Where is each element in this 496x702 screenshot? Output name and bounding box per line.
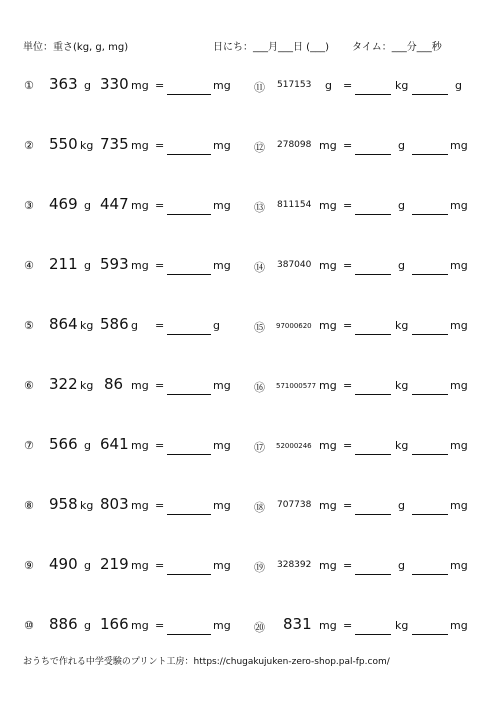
problem-number: ⑯ bbox=[254, 381, 265, 394]
value-b: 330 bbox=[100, 75, 129, 93]
equals-sign: = bbox=[343, 559, 353, 572]
equals-sign: = bbox=[155, 499, 165, 512]
answer-unit-2: mg bbox=[450, 559, 468, 572]
unit-b: mg bbox=[131, 259, 149, 272]
answer-unit: mg bbox=[213, 439, 231, 452]
value-b: 803 bbox=[100, 495, 129, 513]
value: 97000620 bbox=[276, 322, 312, 330]
unit-a: g bbox=[84, 259, 91, 272]
answer-unit-1: kg bbox=[395, 79, 409, 92]
problem-number: ⑳ bbox=[254, 621, 265, 634]
problem-number: ⑪ bbox=[254, 81, 265, 94]
answer-unit-2: mg bbox=[450, 259, 468, 272]
problem-number: ⑱ bbox=[254, 501, 265, 514]
answer-blank-1[interactable] bbox=[355, 634, 391, 635]
answer-unit: mg bbox=[213, 139, 231, 152]
value-unit: mg bbox=[319, 499, 337, 512]
problem-row bbox=[0, 132, 496, 162]
answer-unit-2: mg bbox=[450, 319, 468, 332]
answer-unit: mg bbox=[213, 79, 231, 92]
unit-a: g bbox=[84, 559, 91, 572]
answer-unit-1: kg bbox=[395, 439, 409, 452]
equals-sign: = bbox=[343, 439, 353, 452]
unit-b: mg bbox=[131, 199, 149, 212]
answer-blank-2[interactable] bbox=[412, 394, 448, 395]
value-unit: mg bbox=[319, 379, 337, 392]
answer-unit-1: kg bbox=[395, 619, 409, 632]
unit-b: mg bbox=[131, 139, 149, 152]
answer-blank[interactable] bbox=[167, 634, 211, 635]
answer-blank-1[interactable] bbox=[355, 154, 391, 155]
answer-unit-1: g bbox=[398, 139, 405, 152]
answer-blank-2[interactable] bbox=[412, 214, 448, 215]
value-a: 469 bbox=[49, 195, 78, 213]
value: 328392 bbox=[277, 560, 312, 570]
problem-number: ④ bbox=[24, 259, 34, 272]
equals-sign: = bbox=[155, 199, 165, 212]
answer-unit-2: g bbox=[455, 79, 462, 92]
answer-unit: mg bbox=[213, 559, 231, 572]
equals-sign: = bbox=[155, 79, 165, 92]
answer-blank-1[interactable] bbox=[355, 574, 391, 575]
problem-number: ① bbox=[24, 79, 34, 92]
value-b: 219 bbox=[100, 555, 129, 573]
unit-a: kg bbox=[80, 379, 94, 392]
answer-blank-2[interactable] bbox=[412, 334, 448, 335]
answer-blank-2[interactable] bbox=[412, 454, 448, 455]
problem-number: ⑭ bbox=[254, 261, 265, 274]
answer-blank-2[interactable] bbox=[412, 634, 448, 635]
answer-unit: mg bbox=[213, 379, 231, 392]
answer-unit-1: g bbox=[398, 499, 405, 512]
equals-sign: = bbox=[343, 79, 353, 92]
answer-unit-1: kg bbox=[395, 319, 409, 332]
problem-row bbox=[0, 612, 496, 642]
problem-number: ⑨ bbox=[24, 559, 34, 572]
value-unit: mg bbox=[319, 439, 337, 452]
value-a: 958 bbox=[49, 495, 78, 513]
problem-row bbox=[0, 312, 496, 342]
equals-sign: = bbox=[343, 379, 353, 392]
footer-text: おうちで作れる中学受験のプリント工房：https://chugakujuken-zero-shop.pal-fp.com/ bbox=[23, 657, 390, 667]
answer-unit: g bbox=[213, 319, 220, 332]
equals-sign: = bbox=[343, 199, 353, 212]
answer-unit-2: mg bbox=[450, 499, 468, 512]
problem-number: ⑦ bbox=[24, 439, 34, 452]
answer-unit-2: mg bbox=[450, 619, 468, 632]
answer-blank-1[interactable] bbox=[355, 274, 391, 275]
value-a: 566 bbox=[49, 435, 78, 453]
problem-number: ⑥ bbox=[24, 379, 34, 392]
unit-a: g bbox=[84, 439, 91, 452]
answer-blank-1[interactable] bbox=[355, 334, 391, 335]
problem-row bbox=[0, 192, 496, 222]
value-unit: mg bbox=[319, 559, 337, 572]
answer-blank-1[interactable] bbox=[355, 454, 391, 455]
problem-row bbox=[0, 252, 496, 282]
answer-blank[interactable] bbox=[167, 334, 211, 335]
answer-unit-2: mg bbox=[450, 199, 468, 212]
value: 811154 bbox=[277, 200, 312, 210]
answer-unit: mg bbox=[213, 499, 231, 512]
unit-b: mg bbox=[131, 379, 149, 392]
problem-number: ② bbox=[24, 139, 34, 152]
value-a: 886 bbox=[49, 615, 78, 633]
problem-row bbox=[0, 72, 496, 102]
answer-blank-1[interactable] bbox=[355, 94, 391, 95]
value: 52000246 bbox=[276, 442, 312, 450]
problem-number: ⑲ bbox=[254, 561, 265, 574]
units-title: 単位：重さ(kg, g, mg) bbox=[23, 42, 129, 53]
value-unit: mg bbox=[319, 259, 337, 272]
date-label: 日にち：___月___日 (___) bbox=[213, 42, 329, 53]
equals-sign: = bbox=[343, 619, 353, 632]
value: 707738 bbox=[277, 500, 312, 510]
equals-sign: = bbox=[155, 259, 165, 272]
answer-blank[interactable] bbox=[167, 574, 211, 575]
value-a: 550 bbox=[49, 135, 78, 153]
unit-a: g bbox=[84, 199, 91, 212]
equals-sign: = bbox=[155, 559, 165, 572]
problem-number: ⑬ bbox=[254, 201, 265, 214]
answer-blank[interactable] bbox=[167, 274, 211, 275]
answer-blank-2[interactable] bbox=[412, 94, 448, 95]
problem-number: ③ bbox=[24, 199, 34, 212]
value: 831 bbox=[283, 615, 312, 633]
problem-number: ⑤ bbox=[24, 319, 34, 332]
answer-unit-1: kg bbox=[395, 379, 409, 392]
equals-sign: = bbox=[155, 379, 165, 392]
time-label: タイム：___分___秒 bbox=[352, 42, 442, 53]
answer-unit-2: mg bbox=[450, 379, 468, 392]
unit-b: mg bbox=[131, 79, 149, 92]
value-a: 322 bbox=[49, 375, 78, 393]
answer-unit: mg bbox=[213, 259, 231, 272]
value-a: 211 bbox=[49, 255, 78, 273]
equals-sign: = bbox=[343, 319, 353, 332]
value-a: 490 bbox=[49, 555, 78, 573]
equals-sign: = bbox=[155, 439, 165, 452]
unit-b: g bbox=[131, 319, 138, 332]
unit-a: kg bbox=[80, 139, 94, 152]
problem-number: ⑰ bbox=[254, 441, 265, 454]
answer-unit-1: g bbox=[398, 259, 405, 272]
value-unit: mg bbox=[319, 319, 337, 332]
unit-a: kg bbox=[80, 499, 94, 512]
value-b: 735 bbox=[100, 135, 129, 153]
equals-sign: = bbox=[343, 259, 353, 272]
answer-unit-2: mg bbox=[450, 139, 468, 152]
equals-sign: = bbox=[155, 139, 165, 152]
answer-blank-2[interactable] bbox=[412, 154, 448, 155]
answer-blank[interactable] bbox=[167, 214, 211, 215]
answer-blank-2[interactable] bbox=[412, 574, 448, 575]
value-unit: mg bbox=[319, 199, 337, 212]
value-unit: mg bbox=[319, 619, 337, 632]
answer-unit-1: g bbox=[398, 199, 405, 212]
answer-blank-1[interactable] bbox=[355, 394, 391, 395]
answer-blank[interactable] bbox=[167, 154, 211, 155]
value-a: 363 bbox=[49, 75, 78, 93]
answer-blank[interactable] bbox=[167, 94, 211, 95]
equals-sign: = bbox=[155, 319, 165, 332]
value-a: 864 bbox=[49, 315, 78, 333]
problem-row bbox=[0, 492, 496, 522]
answer-blank[interactable] bbox=[167, 394, 211, 395]
unit-b: mg bbox=[131, 439, 149, 452]
unit-a: kg bbox=[80, 319, 94, 332]
problem-number: ⑧ bbox=[24, 499, 34, 512]
problem-number: ⑫ bbox=[254, 141, 265, 154]
unit-b: mg bbox=[131, 559, 149, 572]
answer-blank-1[interactable] bbox=[355, 514, 391, 515]
value: 278098 bbox=[277, 140, 312, 150]
problem-row bbox=[0, 552, 496, 582]
answer-unit: mg bbox=[213, 619, 231, 632]
unit-a: g bbox=[84, 79, 91, 92]
value-b: 166 bbox=[100, 615, 129, 633]
answer-blank[interactable] bbox=[167, 454, 211, 455]
value-b: 586 bbox=[100, 315, 129, 333]
value: 571000577 bbox=[276, 382, 317, 390]
value-unit: mg bbox=[319, 139, 337, 152]
answer-unit: mg bbox=[213, 199, 231, 212]
problem-number: ⑮ bbox=[254, 321, 265, 334]
value-unit: g bbox=[325, 79, 332, 92]
equals-sign: = bbox=[343, 499, 353, 512]
unit-b: mg bbox=[131, 499, 149, 512]
answer-blank-2[interactable] bbox=[412, 514, 448, 515]
problem-number: ⑩ bbox=[24, 619, 34, 632]
equals-sign: = bbox=[155, 619, 165, 632]
value-b: 641 bbox=[100, 435, 129, 453]
value: 387040 bbox=[277, 260, 312, 270]
unit-a: g bbox=[84, 619, 91, 632]
value-b: 593 bbox=[100, 255, 129, 273]
answer-unit-1: g bbox=[398, 559, 405, 572]
value-b: 447 bbox=[100, 195, 129, 213]
answer-unit-2: mg bbox=[450, 439, 468, 452]
answer-blank-2[interactable] bbox=[412, 274, 448, 275]
problem-row bbox=[0, 372, 496, 402]
equals-sign: = bbox=[343, 139, 353, 152]
unit-b: mg bbox=[131, 619, 149, 632]
answer-blank[interactable] bbox=[167, 514, 211, 515]
value: 517153 bbox=[277, 80, 312, 90]
answer-blank-1[interactable] bbox=[355, 214, 391, 215]
value-b: 86 bbox=[104, 375, 124, 393]
problem-row bbox=[0, 432, 496, 462]
